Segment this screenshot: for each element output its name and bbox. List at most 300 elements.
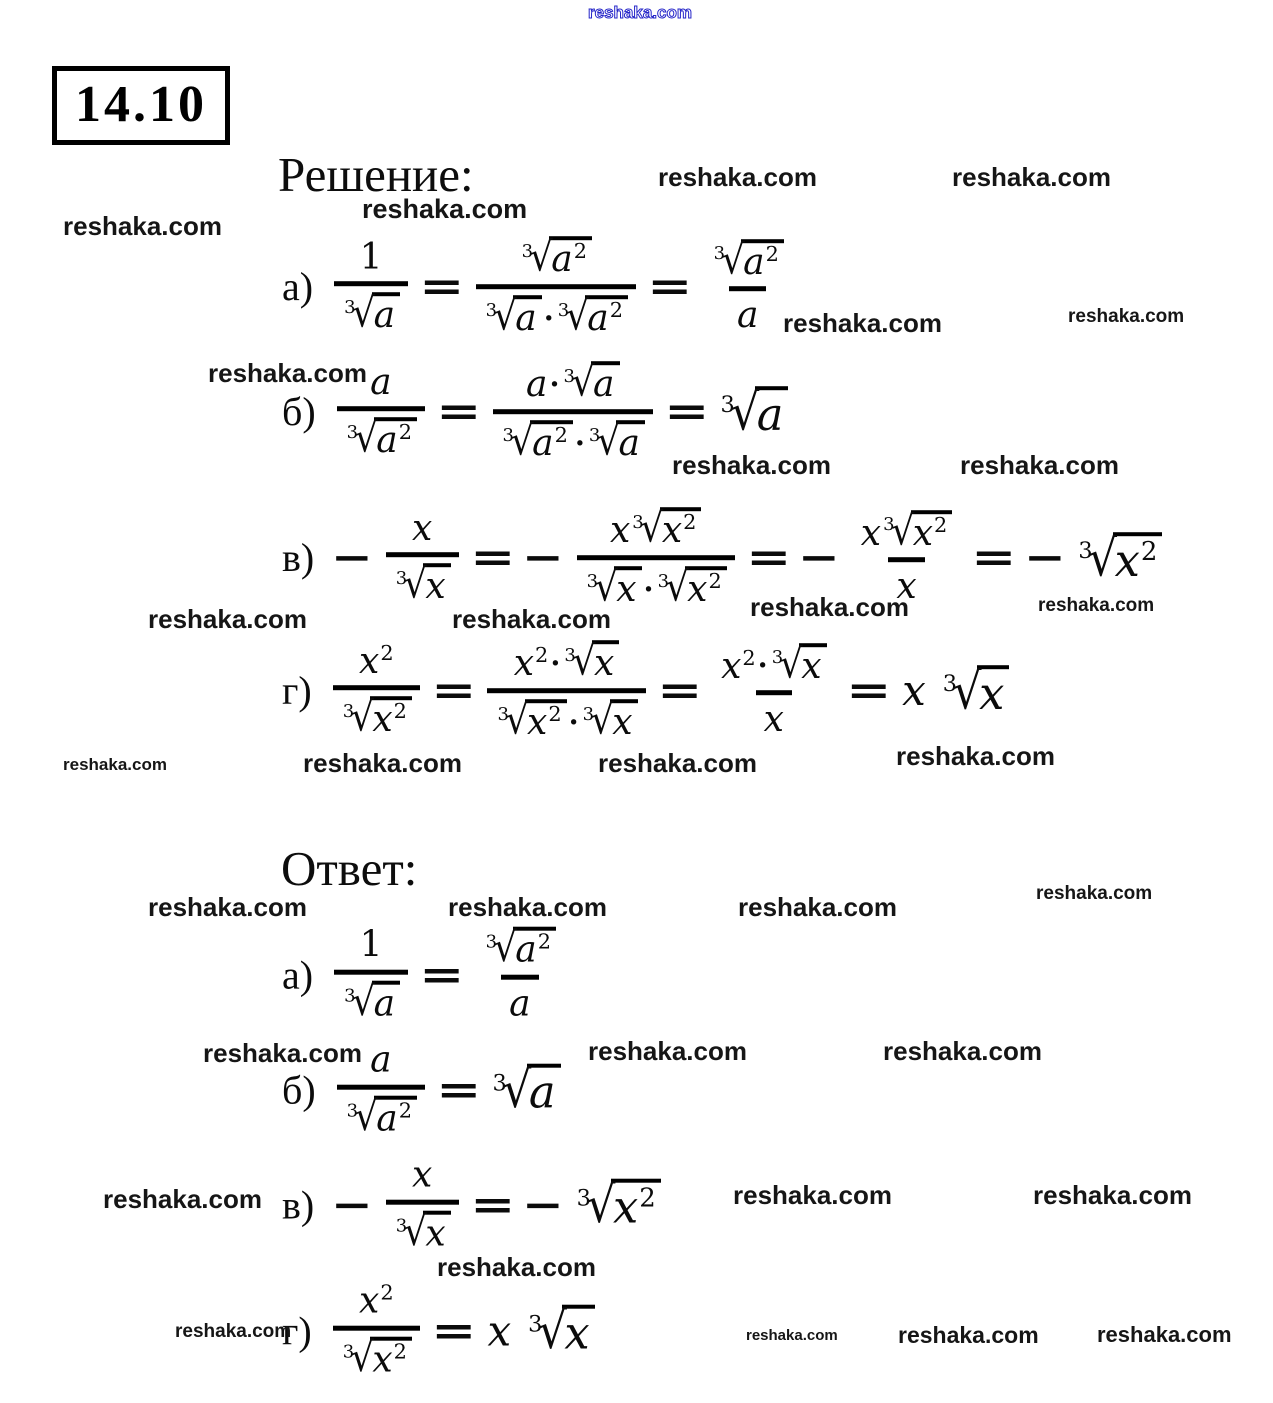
answer-equation-row — [282, 924, 564, 1025]
math-variable: a — [509, 983, 531, 1025]
math-variable: x — [979, 666, 1005, 720]
root-index: 3 — [942, 671, 958, 698]
solution-heading: Решение: — [278, 147, 474, 202]
equals-sign: = — [419, 951, 465, 999]
radicand — [911, 510, 953, 553]
radical-sign: √ — [586, 1175, 616, 1235]
cube-root — [583, 699, 638, 742]
equation-label: в) — [282, 535, 315, 581]
watermark: reshaka.com — [898, 1322, 1039, 1348]
root-index: 3 — [713, 243, 726, 265]
math-superscript: 2 — [639, 1183, 656, 1214]
equals-sign: = — [469, 534, 516, 582]
radicand — [616, 420, 644, 463]
radicand — [585, 295, 628, 338]
cube-root — [344, 978, 400, 1025]
fraction-denominator — [333, 1326, 420, 1380]
fraction — [333, 1280, 420, 1381]
radical-sign: √ — [538, 1301, 567, 1361]
radical-sign: √ — [565, 293, 589, 340]
math-superscript: 2 — [683, 510, 697, 535]
radicand — [374, 418, 417, 461]
math-variable: x — [359, 1280, 380, 1322]
multiplication-dot: · — [643, 571, 654, 606]
radicand — [610, 699, 637, 742]
fraction-numerator — [476, 927, 564, 975]
radical-sign: √ — [665, 564, 689, 611]
root-index: 3 — [563, 366, 575, 388]
radical-sign: √ — [1088, 528, 1118, 588]
watermark: reshaka.com — [203, 1038, 362, 1068]
fraction — [704, 239, 792, 336]
math-variable: a — [373, 983, 396, 1025]
fraction-numerator — [704, 239, 792, 287]
root-index: 3 — [344, 985, 356, 1007]
cube-root — [1078, 528, 1162, 588]
math-variable: a — [737, 295, 759, 337]
equation-label: б) — [282, 1067, 316, 1113]
fraction — [577, 507, 735, 609]
root-index: 3 — [485, 931, 498, 953]
fraction-numerator — [362, 1039, 399, 1085]
fraction-denominator — [386, 1200, 459, 1254]
cube-root — [342, 694, 412, 741]
problem-number: 14.10 — [75, 76, 207, 133]
root-index: 3 — [521, 241, 534, 263]
solution-equation-row — [282, 507, 1162, 609]
watermark: reshaka.com — [148, 604, 307, 634]
problem-number-box — [52, 66, 230, 145]
fraction-denominator — [334, 282, 408, 336]
radicand — [372, 981, 400, 1024]
root-index: 3 — [564, 645, 576, 667]
math-superscript: 2 — [742, 645, 756, 670]
root-index: 3 — [344, 297, 356, 319]
cube-root — [772, 643, 827, 686]
radicand — [549, 236, 592, 279]
cube-root — [395, 1208, 451, 1255]
fraction — [386, 507, 459, 608]
cube-root — [587, 566, 642, 609]
watermark: reshaka.com — [598, 748, 757, 778]
math-variable: x — [902, 666, 926, 716]
radical-sign: √ — [502, 1060, 532, 1120]
radicand — [423, 564, 450, 607]
fraction-denominator — [476, 284, 636, 338]
math-superscript: 2 — [537, 929, 551, 954]
equals-sign: = — [469, 1181, 516, 1229]
radical-sign: √ — [505, 697, 529, 744]
fraction-denominator — [493, 409, 653, 463]
root-index: 3 — [395, 1215, 408, 1237]
watermark: reshaka.com — [783, 308, 942, 338]
watermark: reshaka.com — [960, 450, 1119, 480]
watermark: reshaka.com — [952, 162, 1111, 192]
math-variable: x — [896, 566, 917, 608]
minus-sign: − — [798, 534, 840, 582]
math-superscript: 2 — [609, 298, 624, 323]
math-variable: x — [372, 699, 393, 741]
watermark: reshaka.com — [303, 748, 462, 778]
math-variable: x — [612, 1180, 639, 1234]
watermark: reshaka.com — [1068, 306, 1185, 327]
radical-sign: √ — [953, 661, 982, 721]
radicand — [741, 239, 784, 282]
radicand — [591, 361, 619, 404]
fraction-denominator — [337, 1085, 425, 1139]
radical-sign: √ — [730, 382, 760, 442]
math-superscript: 2 — [708, 569, 722, 594]
radical-sign: √ — [354, 1093, 378, 1140]
radical-sign: √ — [594, 564, 618, 611]
math-superscript: 2 — [380, 1280, 394, 1305]
equation-label: а) — [282, 952, 314, 998]
root-index: 3 — [342, 701, 355, 723]
watermark: reshaka.com — [1036, 883, 1153, 904]
watermark: reshaka.com — [63, 211, 222, 241]
radical-sign: √ — [779, 641, 803, 687]
math-variable: x — [412, 507, 433, 549]
fraction-numerator — [512, 236, 600, 284]
equals-sign: = — [656, 667, 702, 715]
multiplication-dot: · — [549, 366, 560, 401]
math-variable: x — [593, 643, 615, 685]
radicand — [614, 566, 641, 609]
answer-heading: Ответ: — [281, 841, 418, 896]
fraction-denominator — [333, 686, 420, 740]
math-variable: x — [564, 1306, 590, 1360]
equals-sign: = — [431, 1307, 477, 1355]
root-index: 3 — [346, 1100, 359, 1122]
radicand — [513, 295, 541, 338]
math-variable: x — [372, 1339, 393, 1381]
watermark: reshaka.com — [750, 592, 909, 622]
radical-sign: √ — [403, 561, 427, 608]
cube-root — [395, 561, 451, 608]
cube-root — [883, 510, 952, 553]
math-superscript: 2 — [393, 1339, 407, 1364]
math-superscript: 2 — [535, 643, 549, 668]
minus-sign: − — [521, 534, 564, 582]
root-index: 3 — [582, 703, 595, 725]
radical-sign: √ — [571, 359, 595, 406]
math-variable: x — [721, 645, 742, 687]
radicand — [660, 507, 702, 550]
watermark: reshaka.com — [1097, 1322, 1232, 1347]
solution-equation-row — [282, 640, 1009, 742]
root-index: 3 — [720, 392, 735, 419]
math-variable: a — [373, 295, 396, 337]
root-index: 3 — [588, 424, 601, 446]
math-superscript: 2 — [573, 239, 588, 264]
equals-sign: = — [419, 263, 465, 311]
watermark: reshaka.com — [103, 1184, 262, 1214]
watermark: reshaka.com — [883, 1036, 1042, 1066]
watermark: reshaka.com — [738, 892, 897, 922]
root-index: 3 — [632, 512, 644, 534]
minus-sign: − — [331, 534, 373, 582]
root-index: 3 — [883, 514, 895, 536]
fraction — [333, 640, 420, 741]
watermark: reshaka.com — [452, 604, 611, 634]
cube-root — [658, 566, 727, 609]
radical-sign: √ — [721, 237, 745, 283]
equals-sign: = — [664, 388, 710, 436]
math-variable: a — [515, 929, 537, 971]
radical-sign: √ — [354, 415, 378, 462]
cube-root — [589, 420, 645, 463]
root-index: 3 — [528, 1311, 543, 1338]
math-variable: a — [593, 364, 615, 406]
root-index: 3 — [657, 570, 670, 592]
radicand — [527, 1064, 561, 1119]
math-variable: x — [412, 1154, 433, 1196]
math-variable: x — [609, 510, 631, 552]
watermark: reshaka.com — [733, 1180, 892, 1210]
fraction-denominator — [487, 688, 645, 742]
watermark: reshaka.com — [63, 755, 167, 774]
cube-root — [942, 661, 1010, 721]
math-variable: x — [425, 1213, 446, 1255]
math-variable: x — [616, 569, 637, 610]
cube-root — [492, 1060, 561, 1120]
radical-sign: √ — [597, 418, 621, 465]
watermark: reshaka.com — [896, 741, 1055, 771]
solution-equation-row — [282, 236, 792, 338]
math-variable: a — [618, 423, 640, 464]
cube-root — [486, 295, 542, 338]
math-variable: x — [612, 702, 633, 743]
root-index: 3 — [1078, 538, 1093, 565]
math-variable: x — [661, 510, 683, 552]
fraction-numerator — [506, 640, 628, 688]
fraction-numerator — [351, 1280, 402, 1326]
watermark: reshaka.com — [658, 162, 817, 192]
radicand — [1113, 532, 1163, 587]
cube-root — [344, 290, 400, 337]
radical-sign: √ — [350, 1334, 374, 1381]
math-variable: a — [756, 387, 784, 441]
fraction-numerator — [853, 510, 961, 558]
radical-sign: √ — [352, 978, 376, 1025]
multiplication-dot: · — [574, 425, 585, 460]
root-index: 3 — [492, 1070, 507, 1097]
fraction — [476, 236, 636, 338]
radical-sign: √ — [493, 925, 517, 971]
answer-equation-row — [282, 1154, 661, 1255]
math-variable: a — [743, 241, 765, 283]
cube-root — [528, 1301, 595, 1361]
cube-root — [714, 239, 784, 282]
cube-root — [576, 1175, 661, 1235]
fraction — [386, 1154, 459, 1255]
watermark: reshaka.com — [208, 358, 367, 388]
math-superscript: 2 — [554, 423, 568, 448]
fraction-denominator — [501, 975, 538, 1024]
watermark: reshaka.com — [148, 892, 307, 922]
fraction — [476, 927, 564, 1024]
radical-sign: √ — [891, 508, 915, 554]
answer-equation-row — [282, 1280, 595, 1381]
watermark: reshaka.com — [362, 194, 528, 224]
equals-sign: = — [436, 1066, 482, 1114]
fraction-denominator — [577, 555, 735, 609]
root-index: 3 — [771, 647, 784, 669]
equation-label: а) — [282, 264, 314, 310]
math-variable: x — [487, 1306, 512, 1356]
radicand — [755, 386, 789, 441]
cube-root — [632, 507, 701, 550]
fraction — [713, 643, 835, 740]
watermark: reshaka.com — [672, 450, 831, 480]
math-superscript: 2 — [934, 512, 948, 537]
equals-sign: = — [845, 667, 891, 715]
fraction-numerator — [352, 236, 391, 282]
math-superscript: 2 — [380, 640, 394, 665]
fraction-numerator — [351, 640, 402, 686]
math-variable: a — [532, 423, 554, 464]
multiplication-dot: · — [757, 648, 768, 683]
radical-sign: √ — [640, 505, 664, 552]
radicand — [799, 643, 826, 686]
watermark: reshaka.com — [746, 1327, 838, 1344]
root-index: 3 — [395, 568, 408, 590]
cube-root — [486, 927, 556, 970]
cube-root — [522, 236, 592, 279]
fraction-numerator — [518, 361, 628, 409]
radicand — [513, 927, 556, 970]
radical-sign: √ — [510, 418, 534, 465]
math-variable: a — [528, 1065, 556, 1119]
radicand — [525, 699, 567, 742]
cube-root — [558, 295, 628, 338]
root-index: 3 — [497, 703, 509, 725]
cube-root — [564, 640, 619, 683]
fraction-numerator — [404, 1154, 440, 1200]
radical-sign: √ — [529, 234, 553, 281]
radicand — [530, 420, 573, 463]
minus-sign: − — [1023, 534, 1066, 582]
equals-sign: = — [436, 388, 482, 436]
cube-root — [342, 1334, 412, 1381]
radical-sign: √ — [590, 697, 614, 744]
math-variable: a — [525, 364, 548, 406]
watermark: reshaka.com — [588, 1036, 747, 1066]
radicand — [370, 697, 412, 740]
math-variable: x — [860, 512, 882, 554]
root-index: 3 — [586, 570, 599, 592]
equals-sign: = — [647, 263, 693, 311]
minus-sign: − — [521, 1181, 564, 1229]
root-index: 3 — [485, 299, 498, 321]
multiplication-dot: · — [550, 645, 561, 680]
cube-root — [563, 361, 619, 404]
fraction-denominator — [729, 287, 766, 336]
fraction — [334, 236, 408, 337]
equation-label: г) — [282, 668, 312, 714]
radicand — [370, 1337, 412, 1380]
equals-sign: = — [971, 534, 1017, 582]
math-variable: x — [801, 645, 822, 687]
multiplication-dot: · — [568, 704, 579, 739]
radical-sign: √ — [403, 1208, 427, 1255]
cube-root — [497, 699, 566, 742]
watermark: reshaka.com — [175, 1321, 292, 1342]
equation-label: в) — [282, 1182, 315, 1228]
math-variable: x — [687, 569, 708, 610]
math-superscript: 2 — [765, 241, 779, 266]
math-variable: a — [587, 298, 609, 339]
math-variable: x — [1114, 533, 1140, 587]
math-variable: x — [359, 640, 380, 682]
math-variable: x — [912, 512, 933, 554]
math-variable: a — [370, 361, 392, 403]
math-superscript: 2 — [398, 1098, 413, 1123]
radicand — [423, 1211, 450, 1254]
fraction — [487, 640, 645, 742]
math-superscript: 2 — [548, 702, 562, 727]
math-variable: x — [513, 643, 535, 685]
radical-sign: √ — [352, 290, 376, 337]
radicand — [685, 566, 727, 609]
radicand — [374, 1096, 417, 1139]
fraction — [493, 361, 653, 463]
radical-sign: √ — [350, 694, 374, 741]
radicand — [372, 293, 400, 336]
fraction-numerator — [713, 643, 835, 691]
math-number: 1 — [359, 236, 383, 278]
cube-root — [346, 1093, 417, 1140]
watermark: reshaka.com — [448, 892, 607, 922]
math-superscript: 2 — [393, 699, 407, 724]
math-variable: a — [376, 1098, 398, 1140]
root-index: 3 — [342, 1341, 355, 1363]
watermark: reshaka.com — [1038, 595, 1155, 616]
math-variable: x — [527, 702, 548, 743]
equation-label: б) — [282, 389, 316, 435]
equals-sign: = — [745, 534, 792, 582]
radicand — [611, 1179, 661, 1234]
watermark: reshaka.com — [1033, 1180, 1192, 1210]
math-variable: a — [370, 1039, 392, 1081]
math-number: 1 — [359, 924, 383, 966]
cube-root — [346, 415, 417, 462]
fraction-denominator — [756, 691, 792, 740]
fraction-denominator — [337, 407, 425, 461]
cube-root — [720, 382, 788, 442]
math-variable: a — [515, 298, 537, 339]
math-variable: a — [551, 239, 573, 281]
fraction — [334, 924, 408, 1025]
math-variable: x — [425, 566, 446, 608]
math-superscript: 2 — [398, 420, 413, 445]
root-index: 3 — [502, 424, 514, 446]
root-index: 3 — [576, 1185, 591, 1212]
cube-root — [503, 420, 573, 463]
fraction-numerator — [602, 507, 710, 555]
math-superscript: 2 — [1140, 536, 1158, 567]
radical-sign: √ — [493, 293, 517, 340]
fraction-denominator — [334, 970, 408, 1024]
fraction-numerator — [362, 361, 399, 407]
site-watermark-top: reshaka.com — [588, 3, 692, 22]
math-variable: a — [376, 420, 398, 462]
radical-sign: √ — [572, 638, 596, 685]
fraction-denominator — [386, 553, 459, 607]
fraction-numerator — [404, 507, 440, 553]
multiplication-dot: · — [543, 300, 554, 335]
watermark: reshaka.com — [437, 1252, 596, 1282]
